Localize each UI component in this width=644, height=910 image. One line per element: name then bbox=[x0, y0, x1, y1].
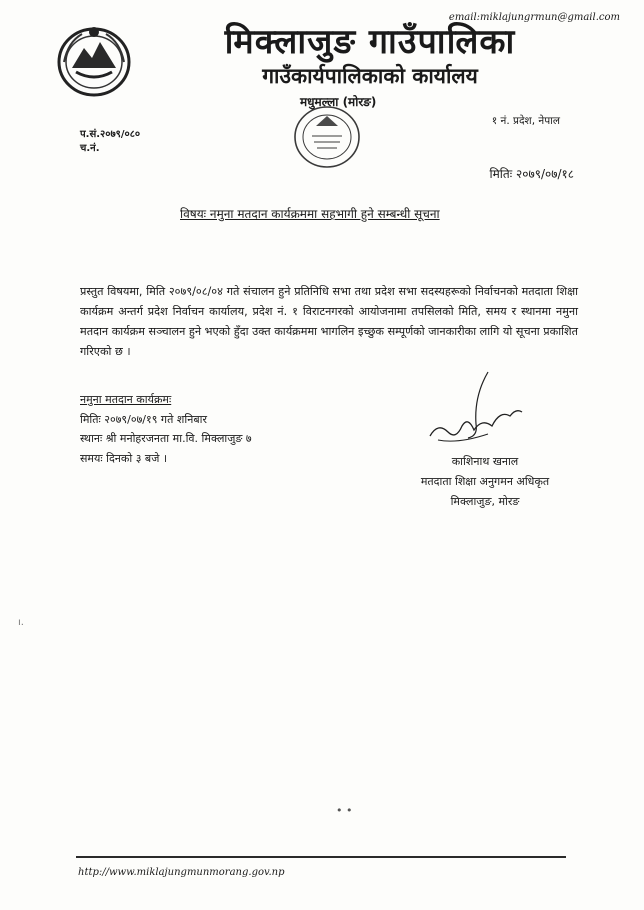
handwritten-signature bbox=[418, 366, 528, 456]
footer-divider bbox=[76, 856, 566, 858]
signatory-office: मिक्लाजुङ, मोरङ bbox=[450, 495, 520, 508]
office-stamp bbox=[292, 104, 362, 170]
office-title: मिक्लाजुङ गाउँपालिका bbox=[224, 22, 516, 62]
letter-subject: विषयः नमुना मतदान कार्यक्रममा सहभागी हुने सम्बन्धी सूचना bbox=[180, 207, 440, 221]
signatory-designation: मतदाता शिक्षा अनुगमन अधिकृत bbox=[420, 475, 550, 488]
program-heading: नमुना मतदान कार्यक्रमः bbox=[80, 393, 172, 406]
program-details bbox=[80, 390, 252, 468]
chalani-number: च.नं. bbox=[80, 143, 100, 154]
letter-body: प्रस्तुत विषयमा, मिति २०७९/०८/०४ गते संचालन हुने प्रतिनिधि सभा तथा प्रदेश सभा सदस्यहरूको निर्वाचनको मतदाता शिक्षा कार्यक्रम अन्तर्ग प्रदेश निर्वाचन कार्यालय, प्रदेश नं. १ विराटनगरको आयोजनामा तपसिलको मिति, समय र स्थानमा नमुना मतदान कार्यक्रम सञ्चालन हुने भएको हुँदा उक्त कार्यक्रममा भागलिन इच्छुक सम्पूर्णको जानकारीका लागि यो सूचना प्रकाशित गरिएको छ । bbox=[80, 285, 578, 358]
signatory-name: काशिनाथ खनाल bbox=[451, 455, 519, 468]
nepal-emblem-logo bbox=[54, 22, 134, 98]
office-subtitle: गाउँकार्यपालिकाको कार्यालय bbox=[262, 64, 478, 88]
program-time: समयः दिनको ३ बजे । bbox=[80, 451, 168, 465]
office-province: १ नं. प्रदेश, नेपाल bbox=[491, 115, 560, 127]
margin-mark: ı. bbox=[18, 617, 24, 628]
program-venue: स्थानः श्री मनोहरजनता मा.वि. मिक्लाजुङ ७ bbox=[80, 432, 252, 445]
patra-sankhya: प.सं.२०७९/०८० bbox=[80, 129, 141, 140]
office-location: मधुमल्ला (मोरङ) bbox=[300, 95, 377, 109]
footer-website: http://www.miklajungmunmorang.gov.np bbox=[78, 867, 285, 878]
page-dot-mark: • • bbox=[336, 804, 353, 817]
letter-date: मितिः २०७९/०७/१८ bbox=[489, 167, 574, 181]
signatory-block bbox=[400, 452, 570, 512]
program-date: मितिः २०७९/०७/१९ गते शनिबार bbox=[80, 412, 207, 426]
header-email: email:miklajungrmun@gmail.com bbox=[448, 12, 620, 23]
letter-reference bbox=[80, 128, 140, 156]
